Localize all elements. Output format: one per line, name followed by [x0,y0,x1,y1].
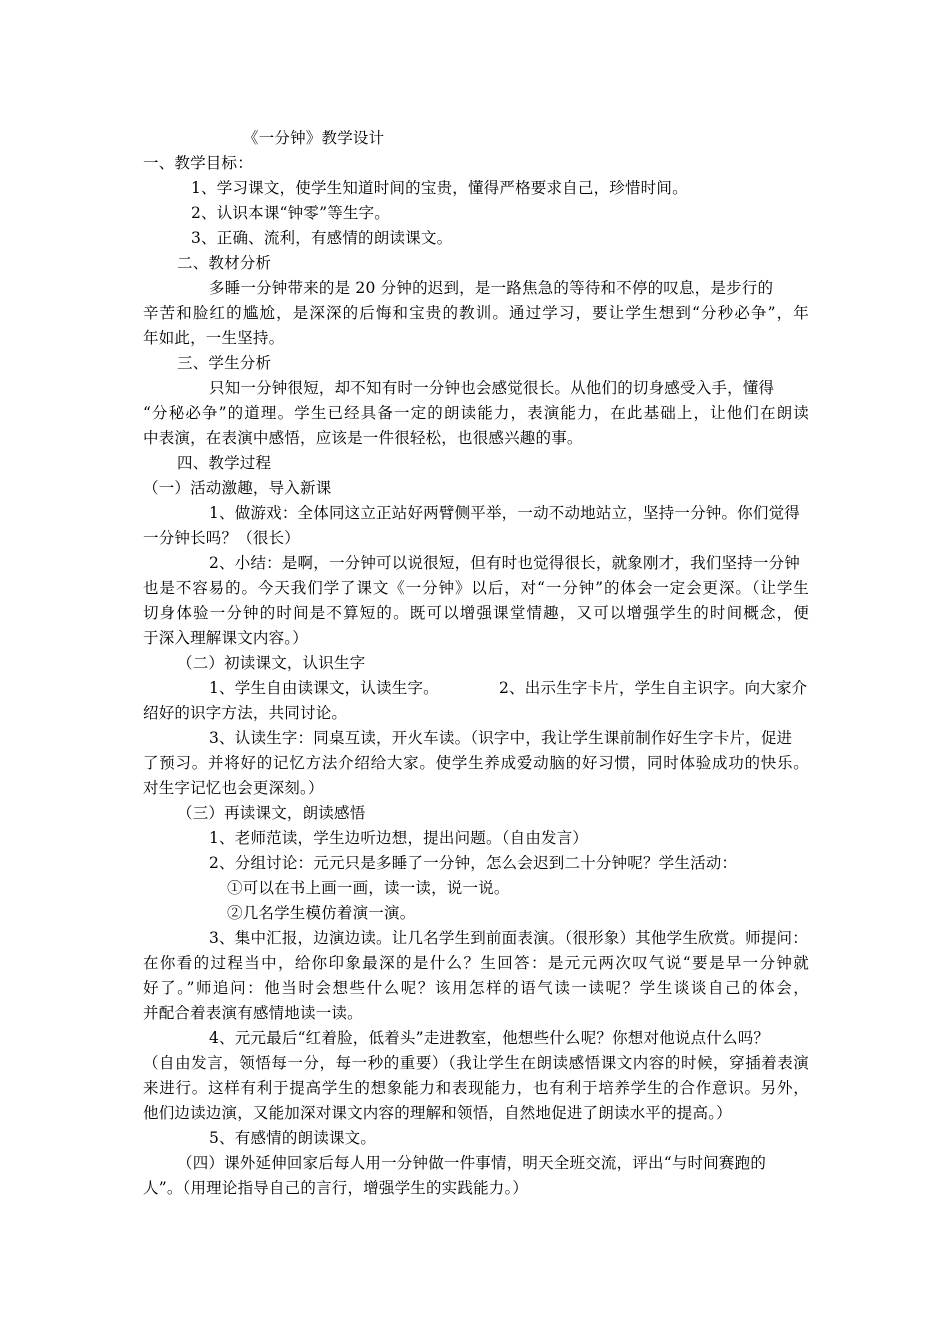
part3-item3-line-4: 并配合着表演有感情地读一读。 [143,1004,363,1022]
part3-item4-line-1: 4、元元最后“红着脸，低着头”走进教室，他想些什么呢？你想对他说点什么吗？ [209,1029,770,1047]
part3-item2-sub-1: ①可以在书上画一画，读一读，说一说。 [227,879,510,897]
part1-item2-line-2: 也是不容易的。今天我们学了课文《一分钟》以后，对“一分钟”的体会一定会更深。（让学生 [143,579,809,597]
material-line-1: 多睡一分钟带来的是 20 分钟的迟到，是一路焦急的等待和不停的叹息，是步行的 [209,279,774,297]
part2-item3-line-2: 了预习。并将好的记忆方法介绍给大家。使学生养成爱动脑的好习惯，同时体验成功的快乐。 [143,754,809,772]
part1-item2-line-3: 切身体验一分钟的时间是不算短的。既可以增强课堂情趣，又可以增强学生的时间概念，便 [143,604,809,622]
students-line-2: “分秘必争”的道理。学生已经具备一定的朗读能力，表演能力，在此基础上，让他们在朗读 [143,404,809,422]
part2-item3-line-3: 对生字记忆也会更深刻。） [143,779,324,797]
part1-item2-line-4: 于深入理解课文内容。） [143,629,308,647]
process-part-4-line-1: （四）课外延伸回家后每人用一分钟做一件事情，明天全班交流，评出“与时间赛跑的 [177,1154,767,1172]
part2-item1-text: 1、学生自由读课文，认读生字。 [209,679,439,697]
part1-item1-line-2: 一分钟长吗？（很长） [143,529,301,547]
document-title: 《一分钟》教学设计 [243,129,385,147]
section-heading-goals: 一、教学目标： [143,154,253,172]
part3-item4-line-4: 他们边读边演，又能加深对课文内容的理解和领悟，自然地促进了朗读水平的提高。） [143,1104,732,1122]
section-heading-process: 四、教学过程 [177,454,272,472]
process-part-4-line-2: 人”。（用理论指导自己的言行，增强学生的实践能力。） [143,1179,529,1197]
part3-item2: 2、分组讨论：元元只是多睡了一分钟，怎么会迟到二十分钟呢？学生活动： [209,854,738,872]
part3-item5: 5、有感情的朗读课文。 [209,1129,377,1147]
students-line-3: 中表演，在表演中感悟，应该是一件很轻松，也很感兴趣的事。 [143,429,583,447]
goal-item-1: 1、学习课文，使学生知道时间的宝贵，懂得严格要求自己，珍惜时间。 [191,179,688,197]
section-heading-material: 二、教材分析 [177,254,272,272]
part2-item2-line-2: 绍好的识字方法，共同讨论。 [143,704,348,722]
process-part-1-heading: （一）活动激趣，导入新课 [143,479,332,497]
part3-item4-line-2: （自由发言，领悟每一分，每一秒的重要）（我让学生在朗读感悟课文内容的时候，穿插着表演 [143,1054,809,1072]
part2-item3-line-1: 3、认读生字：同桌互读，开火车读。（识字中，我让学生课前制作好生字卡片，促进 [209,729,793,747]
part2-item2-text: 2、出示生字卡片，学生自主识字。向大家介 [499,679,808,697]
goal-item-2: 2、认识本课“钟零”等生字。 [191,204,391,222]
part1-item2-line-1: 2、小结：是啊，一分钟可以说很短，但有时也觉得很长，就象刚才，我们坚持一分钟 [209,554,800,572]
part3-item3-line-3: 好了。”师追问：他当时会想些什么呢？该用怎样的语气读一读呢？学生谈谈自己的体会， [143,979,809,997]
section-heading-students: 三、学生分析 [177,354,272,372]
part3-item1: 1、老师范读，学生边听边想，提出问题。（自由发言） [209,829,589,847]
part3-item4-line-3: 来进行。这样有利于提高学生的想象能力和表现能力，也有利于培养学生的合作意识。另外， [143,1079,809,1097]
part3-item3-line-1: 3、集中汇报，边演边读。让几名学生到前面表演。（很形象）其他学生欣赏。师提问： [209,929,808,947]
goal-item-3: 3、正确、流利，有感情的朗读课文。 [191,229,453,247]
material-line-3: 年如此，一生坚持。 [143,329,285,347]
part3-item2-sub-2: ②几名学生模仿着演一演。 [227,904,416,922]
part1-item1-line-1: 1、做游戏：全体同这立正站好两臂侧平举，一动不动地站立，坚持一分钟。你们觉得 [209,504,800,522]
students-line-1: 只知一分钟很短，却不知有时一分钟也会感觉很长。从他们的切身感受入手，懂得 [209,379,775,397]
part3-item3-line-2: 在你看的过程当中，给你印象最深的是什么？生回答：是元元两次叹气说“要是早一分钟就 [143,954,809,972]
process-part-2-heading: （二）初读课文，认识生字 [177,654,366,672]
material-line-2: 辛苦和脸红的尴尬，是深深的后悔和宝贵的教训。通过学习，要让学生想到“分秒必争”，年 [143,304,809,322]
process-part-3-heading: （三）再读课文，朗读感悟 [177,804,366,822]
